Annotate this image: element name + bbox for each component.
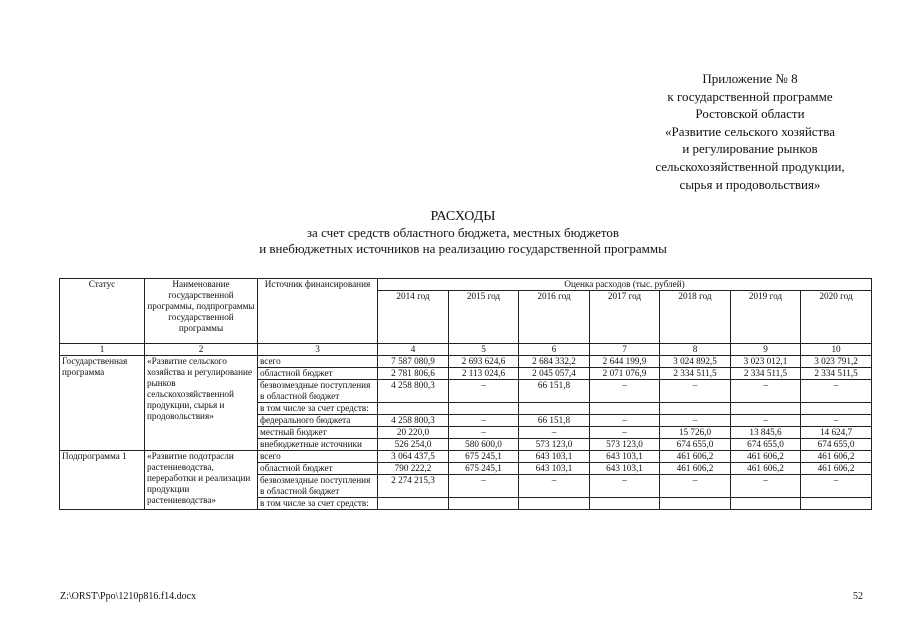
row-amount: 3 023 012,1 bbox=[731, 356, 801, 368]
row-amount: – bbox=[449, 415, 519, 427]
table-body bbox=[60, 344, 872, 510]
row-amount: – bbox=[801, 380, 872, 403]
row-amount: – bbox=[660, 415, 731, 427]
row-amount: 580 600,0 bbox=[449, 439, 519, 451]
row-amount bbox=[731, 403, 801, 415]
column-number: 10 bbox=[801, 344, 872, 356]
table-row bbox=[60, 356, 872, 368]
row-amount bbox=[801, 403, 872, 415]
row-amount bbox=[660, 403, 731, 415]
row-amount: – bbox=[660, 475, 731, 498]
row-amount: 2 684 332,2 bbox=[519, 356, 590, 368]
row-amount: – bbox=[801, 415, 872, 427]
appendix-line: «Развитие сельского хозяйства bbox=[665, 123, 835, 139]
row-amount: 66 151,8 bbox=[519, 415, 590, 427]
row-amount bbox=[660, 498, 731, 510]
row-amount: – bbox=[731, 475, 801, 498]
row-amount: 4 258 800,3 bbox=[378, 380, 449, 403]
row-amount: – bbox=[519, 475, 590, 498]
row-funding-source: областной бюджет bbox=[258, 368, 378, 380]
row-amount: 643 103,1 bbox=[519, 451, 590, 463]
row-funding-source: внебюджетные источники bbox=[258, 439, 378, 451]
row-amount: 573 123,0 bbox=[519, 439, 590, 451]
appendix-line: и регулирование рынков bbox=[682, 141, 818, 157]
row-amount: – bbox=[801, 475, 872, 498]
row-funding-source: федерального бюджета bbox=[258, 415, 378, 427]
footer-page-number: 52 bbox=[853, 591, 863, 602]
row-amount: 2 334 511,5 bbox=[801, 368, 872, 380]
row-amount: 526 254,0 bbox=[378, 439, 449, 451]
appendix-line: к государственной программе bbox=[667, 88, 833, 104]
title-line-3: и внебюджетных источников на реализацию государственной программы bbox=[259, 241, 667, 256]
title-line-2: за счет средств областного бюджета, местных бюджетов bbox=[306, 225, 620, 240]
row-amount: 2 693 624,6 bbox=[449, 356, 519, 368]
row-amount: 2 781 806,6 bbox=[378, 368, 449, 380]
row-program-name: «Развитие сельского хозяйства и регулирование рынков сельскохозяйственной продукции, сырья и продовольствия» bbox=[145, 356, 258, 451]
row-amount: 3 064 437,5 bbox=[378, 451, 449, 463]
expenses-table bbox=[59, 278, 872, 510]
row-amount bbox=[590, 403, 660, 415]
header-year: 2018 год bbox=[660, 291, 731, 344]
row-amount bbox=[449, 403, 519, 415]
header-status: Статус bbox=[60, 279, 145, 344]
column-number: 8 bbox=[660, 344, 731, 356]
row-amount: – bbox=[590, 475, 660, 498]
row-amount: – bbox=[449, 475, 519, 498]
row-amount: 461 606,2 bbox=[801, 451, 872, 463]
column-number: 1 bbox=[60, 344, 145, 356]
row-amount: 66 151,8 bbox=[519, 380, 590, 403]
row-amount: 2 334 511,5 bbox=[731, 368, 801, 380]
row-amount: 461 606,2 bbox=[731, 451, 801, 463]
header-estimate: Оценка расходов (тыс. рублей) bbox=[378, 279, 872, 291]
row-amount: 674 655,0 bbox=[660, 439, 731, 451]
title-line-1: РАСХОДЫ bbox=[430, 209, 496, 224]
row-status: Подпрограмма 1 bbox=[60, 451, 145, 510]
appendix-line: сельскохозяйственной продукции, bbox=[655, 158, 845, 174]
header-source: Источник финансирования bbox=[258, 279, 378, 344]
table-row bbox=[60, 451, 872, 463]
column-number: 5 bbox=[449, 344, 519, 356]
row-funding-source: безвозмездные поступления в областной бюджет bbox=[258, 380, 378, 403]
row-amount: 2 071 076,9 bbox=[590, 368, 660, 380]
row-amount: – bbox=[449, 380, 519, 403]
appendix-line: Ростовской области bbox=[695, 106, 805, 122]
row-amount: – bbox=[590, 415, 660, 427]
table-header bbox=[60, 279, 872, 344]
header-year: 2016 год bbox=[519, 291, 590, 344]
row-amount: – bbox=[660, 380, 731, 403]
appendix-header bbox=[620, 70, 880, 193]
row-amount: 2 274 215,3 bbox=[378, 475, 449, 498]
row-amount: 573 123,0 bbox=[590, 439, 660, 451]
row-amount bbox=[590, 498, 660, 510]
row-amount: 674 655,0 bbox=[731, 439, 801, 451]
row-amount: 14 624,7 bbox=[801, 427, 872, 439]
row-funding-source: безвозмездные поступления в областной бюджет bbox=[258, 475, 378, 498]
row-amount: 3 024 892,5 bbox=[660, 356, 731, 368]
header-year: 2017 год bbox=[590, 291, 660, 344]
header-year: 2019 год bbox=[731, 291, 801, 344]
row-amount: 675 245,1 bbox=[449, 451, 519, 463]
row-amount: 461 606,2 bbox=[660, 451, 731, 463]
header-year: 2015 год bbox=[449, 291, 519, 344]
row-amount bbox=[519, 498, 590, 510]
row-amount: 790 222,2 bbox=[378, 463, 449, 475]
header-year: 2014 год bbox=[378, 291, 449, 344]
row-amount: 7 587 080,9 bbox=[378, 356, 449, 368]
row-status: Государственная программа bbox=[60, 356, 145, 451]
row-amount bbox=[801, 498, 872, 510]
row-amount: 2 113 024,6 bbox=[449, 368, 519, 380]
row-amount: 643 103,1 bbox=[590, 463, 660, 475]
column-number: 6 bbox=[519, 344, 590, 356]
row-amount: 643 103,1 bbox=[590, 451, 660, 463]
header-name: Наименование государственной программы, подпрограммы государственной программы bbox=[145, 279, 258, 344]
column-number: 3 bbox=[258, 344, 378, 356]
row-amount bbox=[731, 498, 801, 510]
row-amount: 13 845,6 bbox=[731, 427, 801, 439]
appendix-line: Приложение № 8 bbox=[702, 71, 798, 86]
column-number: 4 bbox=[378, 344, 449, 356]
column-number: 7 bbox=[590, 344, 660, 356]
row-amount: 15 726,0 bbox=[660, 427, 731, 439]
row-amount bbox=[378, 498, 449, 510]
row-amount: 674 655,0 bbox=[801, 439, 872, 451]
row-amount: 461 606,2 bbox=[660, 463, 731, 475]
row-amount: – bbox=[590, 380, 660, 403]
row-amount: – bbox=[590, 427, 660, 439]
row-funding-source: всего bbox=[258, 356, 378, 368]
column-number: 9 bbox=[731, 344, 801, 356]
column-number-row bbox=[60, 344, 872, 356]
row-amount: – bbox=[449, 427, 519, 439]
row-amount: 461 606,2 bbox=[731, 463, 801, 475]
row-amount: 2 045 057,4 bbox=[519, 368, 590, 380]
row-amount: – bbox=[731, 415, 801, 427]
row-amount: 675 245,1 bbox=[449, 463, 519, 475]
column-number: 2 bbox=[145, 344, 258, 356]
row-amount: 20 220,0 bbox=[378, 427, 449, 439]
row-amount: – bbox=[519, 427, 590, 439]
row-program-name: «Развитие подотрасли растениеводства, переработки и реализации продукции растениеводства» bbox=[145, 451, 258, 510]
row-amount bbox=[519, 403, 590, 415]
row-amount bbox=[449, 498, 519, 510]
row-amount: 2 334 511,5 bbox=[660, 368, 731, 380]
document-title bbox=[200, 209, 726, 257]
row-amount: 643 103,1 bbox=[519, 463, 590, 475]
row-funding-source: местный бюджет bbox=[258, 427, 378, 439]
row-amount: 2 644 199,9 bbox=[590, 356, 660, 368]
row-funding-source: в том числе за счет средств: bbox=[258, 498, 378, 510]
row-amount bbox=[378, 403, 449, 415]
row-funding-source: всего bbox=[258, 451, 378, 463]
row-amount: – bbox=[731, 380, 801, 403]
row-amount: 3 023 791,2 bbox=[801, 356, 872, 368]
footer-file-path: Z:\ORST\Ppo\1210p816.f14.docx bbox=[60, 591, 197, 602]
appendix-line: сырья и продовольствия» bbox=[679, 176, 821, 192]
row-amount: 4 258 800,3 bbox=[378, 415, 449, 427]
row-funding-source: областной бюджет bbox=[258, 463, 378, 475]
row-amount: 461 606,2 bbox=[801, 463, 872, 475]
row-funding-source: в том числе за счет средств: bbox=[258, 403, 378, 415]
header-year: 2020 год bbox=[801, 291, 872, 344]
